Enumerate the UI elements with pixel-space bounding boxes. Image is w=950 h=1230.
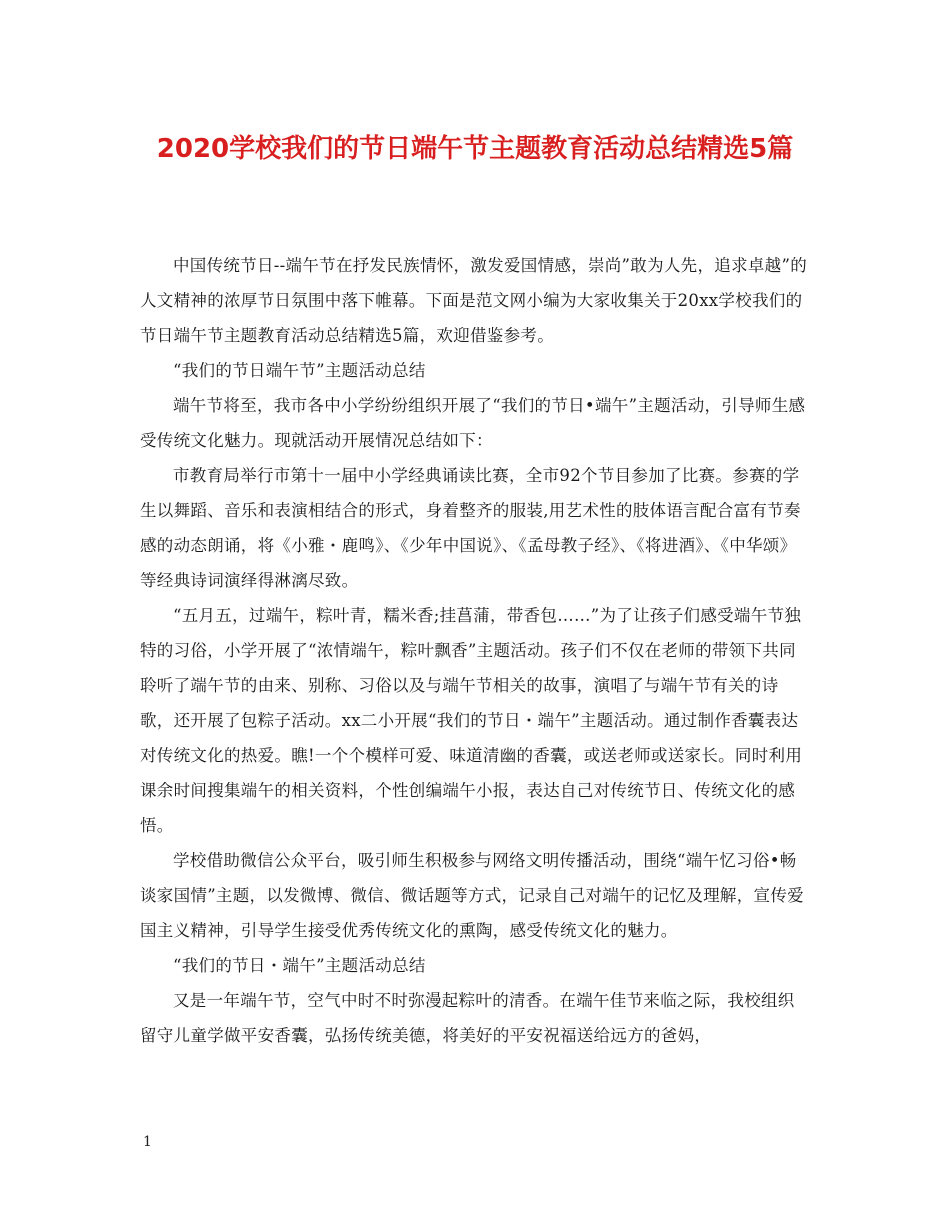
document-body [140, 248, 810, 1053]
paragraph: “五月五，过端午，粽叶青，糯米香;挂菖蒲，带香包……”为了让孩子们感受端午节独特的习俗，小学开展了“浓情端午，粽叶飘香”主题活动。孩子们不仅在老师的带领下共同聆听了端午节的由来、别称、习俗以及与端午节相关的故事，演唱了与端午节有关的诗歌，还开展了包粽子活动。xx二小开展“我们的节日・端午”主题活动。通过制作香囊表达对传统文化的热爱。瞧!一个个模样可爱、味道清幽的香囊，或送老师或送家长。同时利用课余时间搜集端午的相关资料，个性创编端午小报，表达自己对传统节日、传统文化的感悟。 [140, 606, 803, 835]
section-heading-2: “我们的节日・端午”主题活动总结 [173, 956, 426, 975]
paragraph: 又是一年端午节，空气中时不时弥漫起粽叶的清香。在端午佳节来临之际，我校组织留守儿童学做平安香囊，弘扬传统美德，将美好的平安祝福送给远方的爸妈， [140, 991, 795, 1045]
paragraph-intro: 中国传统节日--端午节在抒发民族情怀，激发爱国情感，崇尚”敢为人先，追求卓越”的人文精神的浓厚节日氛围中落下帷幕。下面是范文网小编为大家收集关于20xx学校我们的节日端午节主题教育活动总结精选5篇，欢迎借鉴参考。 [140, 256, 808, 345]
paragraph: 学校借助微信公众平台，吸引师生积极参与网络文明传播活动，围绕“端午忆习俗•畅谈家国情”主题，以发微博、微信、微话题等方式，记录自己对端午的记忆及理解，宣传爱国主义精神，引导学生接受优秀传统文化的熏陶，感受传统文化的魅力。 [140, 851, 804, 940]
page-number: 1 [143, 1134, 152, 1150]
paragraph: 市教育局举行市第十一届中小学经典诵读比赛，全市92个节目参加了比赛。参赛的学生以舞蹈、音乐和表演相结合的形式，身着整齐的服装,用艺术性的肢体语言配合富有节奏感的动态朗诵，将《小雅・鹿鸣》、《少年中国说》、《孟母教子经》、《将进酒》、《中华颂》等经典诗词演绎得淋漓尽致。 [140, 466, 801, 590]
section-heading-1: “我们的节日端午节”主题活动总结 [173, 361, 426, 380]
document-title: 2020学校我们的节日端午节主题教育活动总结精选5篇 [156, 134, 794, 164]
paragraph: 端午节将至，我市各中小学纷纷组织开展了“我们的节日•端午”主题活动，引导师生感受传统文化魅力。现就活动开展情况总结如下： [140, 396, 806, 450]
